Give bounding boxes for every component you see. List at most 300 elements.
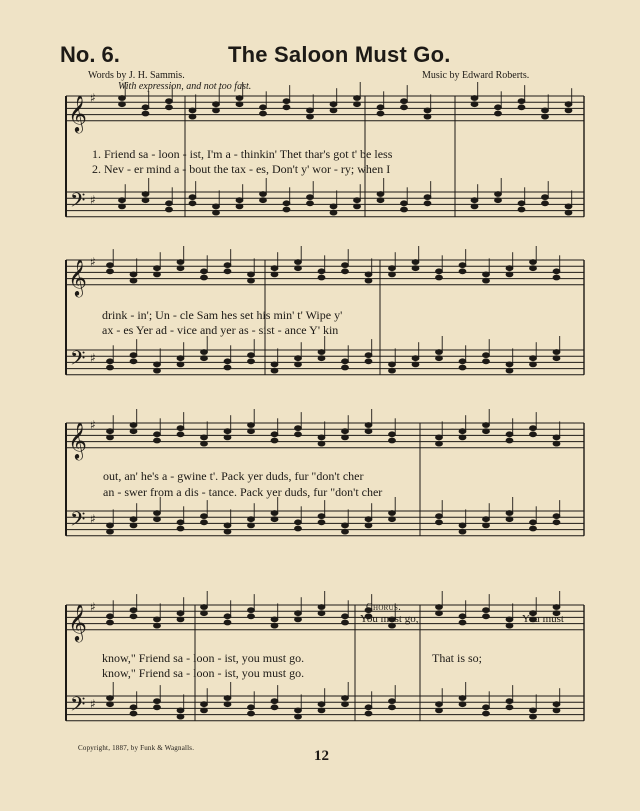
note-head (201, 356, 208, 361)
note-head (401, 207, 408, 212)
note-head (295, 266, 302, 271)
note-head (377, 105, 384, 110)
chorus-cue-you-must: You must (522, 613, 564, 625)
note-head (248, 614, 255, 619)
note-head (483, 423, 490, 428)
note-head (412, 260, 419, 265)
key-signature-sharp: ♯ (90, 697, 96, 711)
note-head (471, 102, 478, 107)
note-head (330, 210, 337, 215)
note-head (224, 263, 231, 268)
note-head (154, 432, 161, 437)
note-head (201, 520, 208, 525)
note-head (201, 275, 208, 280)
note-head (154, 438, 161, 443)
note-head (495, 111, 502, 116)
note-head (459, 529, 466, 534)
note-head (307, 201, 314, 206)
lyric-verse1-line1: 1. Friend sa - loon - ist, I'm a - thinkin' Thet thar's got t' be less (92, 147, 393, 161)
note-head (459, 523, 466, 528)
note-head (177, 714, 184, 719)
note-head (295, 426, 302, 431)
note-head (342, 614, 349, 619)
note-head (177, 260, 184, 265)
note-head (530, 426, 537, 431)
note-head (342, 696, 349, 701)
lyric-chorus-that-is-so: That is so; (432, 651, 482, 665)
note-head (189, 114, 196, 119)
note-head (553, 605, 560, 610)
treble-clef: 𝄞 (68, 602, 87, 641)
note-head (260, 111, 267, 116)
note-head (436, 708, 443, 713)
note-head (530, 714, 537, 719)
music-credit: Music by Edward Roberts. (422, 70, 530, 81)
note-head (365, 359, 372, 364)
note-head (224, 365, 231, 370)
note-head (130, 359, 137, 364)
note-head (248, 429, 255, 434)
note-head (248, 608, 255, 613)
note-head (318, 702, 325, 707)
note-head (271, 617, 278, 622)
note-head (107, 263, 114, 268)
note-head (518, 105, 525, 110)
note-head (530, 260, 537, 265)
note-head (471, 198, 478, 203)
note-head (130, 517, 137, 522)
note-head (154, 266, 161, 271)
note-head (201, 269, 208, 274)
note-head (248, 517, 255, 522)
note-head (213, 210, 220, 215)
note-head (365, 429, 372, 434)
note-head (365, 523, 372, 528)
note-head (107, 529, 114, 534)
note-head (142, 105, 149, 110)
note-head (342, 529, 349, 534)
note-head (553, 441, 560, 446)
note-head (506, 362, 513, 367)
note-head (295, 356, 302, 361)
bass-clef: 𝄢 (70, 346, 86, 375)
note-head (483, 272, 490, 277)
note-head (389, 368, 396, 373)
note-head (271, 368, 278, 373)
note-head (530, 266, 537, 271)
note-head (271, 362, 278, 367)
note-head (459, 429, 466, 434)
note-head (177, 520, 184, 525)
note-head (260, 105, 267, 110)
chorus-cue-you-must-go: You must go, (360, 613, 419, 625)
note-head (130, 614, 137, 619)
note-head (342, 359, 349, 364)
note-head (542, 114, 549, 119)
note-head (483, 278, 490, 283)
note-head (177, 432, 184, 437)
note-head (201, 435, 208, 440)
note-head (107, 696, 114, 701)
note-head (436, 520, 443, 525)
note-head (412, 356, 419, 361)
note-head (365, 705, 372, 710)
note-head (224, 435, 231, 440)
note-head (154, 699, 161, 704)
note-head (213, 108, 220, 113)
note-head (318, 441, 325, 446)
note-head (107, 435, 114, 440)
note-head (318, 520, 325, 525)
note-head (483, 359, 490, 364)
note-head (330, 102, 337, 107)
note-head (436, 350, 443, 355)
note-head (495, 198, 502, 203)
note-head (424, 201, 431, 206)
note-head (342, 702, 349, 707)
note-head (130, 423, 137, 428)
note-head (506, 266, 513, 271)
note-head (436, 441, 443, 446)
note-head (236, 102, 243, 107)
note-head (248, 705, 255, 710)
note-head (389, 272, 396, 277)
note-head (318, 611, 325, 616)
note-head (483, 711, 490, 716)
note-head (342, 269, 349, 274)
note-head (424, 195, 431, 200)
note-head (201, 514, 208, 519)
note-head (307, 114, 314, 119)
note-head (248, 523, 255, 528)
note-head (389, 438, 396, 443)
note-head (542, 108, 549, 113)
lyric-verse2-line1: 2. Nev - er mind a - bout the tax - es, Don't y' wor - ry; when I (92, 162, 391, 176)
note-head (354, 96, 361, 101)
note-head (436, 611, 443, 616)
note-head (248, 278, 255, 283)
note-head (565, 210, 572, 215)
note-head (459, 435, 466, 440)
note-head (107, 523, 114, 528)
note-head (483, 523, 490, 528)
note-head (495, 192, 502, 197)
note-head (283, 207, 290, 212)
key-signature-sharp: ♯ (90, 600, 96, 614)
note-head (412, 266, 419, 271)
note-head (389, 699, 396, 704)
note-head (189, 201, 196, 206)
key-signature-sharp: ♯ (90, 351, 96, 365)
note-head (518, 207, 525, 212)
note-head (553, 350, 560, 355)
lyric-verse2-line3: an - swer from a dis - tance. Pack yer duds, fur "don't cher (103, 485, 383, 499)
note-head (506, 517, 513, 522)
note-head (483, 353, 490, 358)
note-head (224, 696, 231, 701)
note-head (401, 201, 408, 206)
note-head (142, 111, 149, 116)
lyric-verse1-line4: know," Friend sa - loon - ist, you must go. (102, 651, 305, 665)
lyric-verse1-line3: out, an' he's a - gwine t'. Pack yer duds, fur "don't cher (103, 469, 364, 483)
note-head (483, 614, 490, 619)
note-head (177, 362, 184, 367)
note-head (295, 432, 302, 437)
note-head (459, 614, 466, 619)
note-head (213, 204, 220, 209)
note-head (271, 432, 278, 437)
note-head (224, 702, 231, 707)
note-head (530, 708, 537, 713)
note-head (424, 108, 431, 113)
note-head (154, 511, 161, 516)
note-head (295, 520, 302, 525)
note-head (295, 260, 302, 265)
note-head (518, 99, 525, 104)
key-signature-sharp: ♯ (90, 418, 96, 432)
note-head (401, 99, 408, 104)
note-head (236, 204, 243, 209)
note-head (565, 204, 572, 209)
key-signature-sharp: ♯ (90, 255, 96, 269)
note-head (107, 702, 114, 707)
note-head (130, 429, 137, 434)
note-head (471, 96, 478, 101)
note-head (495, 105, 502, 110)
note-head (224, 614, 231, 619)
note-head (553, 275, 560, 280)
note-head (271, 266, 278, 271)
note-head (354, 102, 361, 107)
note-head (342, 523, 349, 528)
note-head (530, 432, 537, 437)
note-head (271, 511, 278, 516)
note-head (142, 192, 149, 197)
note-head (177, 266, 184, 271)
note-head (318, 514, 325, 519)
note-head (389, 511, 396, 516)
note-head (119, 102, 126, 107)
note-head (260, 192, 267, 197)
note-head (166, 105, 173, 110)
note-head (330, 204, 337, 209)
note-head (107, 359, 114, 364)
note-head (459, 365, 466, 370)
note-head (248, 353, 255, 358)
note-head (248, 423, 255, 428)
note-head (201, 611, 208, 616)
note-head (436, 702, 443, 707)
note-head (318, 435, 325, 440)
note-head (354, 204, 361, 209)
note-head (342, 435, 349, 440)
note-head (389, 362, 396, 367)
note-head (471, 204, 478, 209)
note-head (271, 623, 278, 628)
note-head (130, 353, 137, 358)
lyric-verse1-line2: drink - in'; Un - cle Sam hes set his min' t' Wipe y' (102, 308, 343, 322)
note-head (518, 201, 525, 206)
note-head (295, 611, 302, 616)
note-head (483, 705, 490, 710)
note-head (506, 432, 513, 437)
note-head (436, 605, 443, 610)
note-head (342, 620, 349, 625)
note-head (224, 529, 231, 534)
note-head (459, 702, 466, 707)
note-head (271, 272, 278, 277)
note-head (389, 705, 396, 710)
note-head (154, 517, 161, 522)
note-head (389, 517, 396, 522)
note-head (119, 204, 126, 209)
note-head (318, 275, 325, 280)
note-head (553, 435, 560, 440)
note-head (553, 269, 560, 274)
note-head (459, 359, 466, 364)
note-head (107, 269, 114, 274)
note-head (130, 711, 137, 716)
note-head (177, 426, 184, 431)
note-head (506, 272, 513, 277)
copyright-notice: Copyright, 1887, by Funk & Wagnalls. (78, 744, 195, 752)
note-head (248, 359, 255, 364)
treble-clef: 𝄞 (68, 93, 87, 132)
hymn-title: The Saloon Must Go. (228, 42, 451, 67)
note-head (506, 705, 513, 710)
note-head (530, 356, 537, 361)
note-head (154, 362, 161, 367)
note-head (365, 423, 372, 428)
note-head (283, 99, 290, 104)
note-head (459, 263, 466, 268)
note-head (389, 432, 396, 437)
note-head (307, 195, 314, 200)
note-head (201, 605, 208, 610)
note-head (377, 198, 384, 203)
note-head (283, 105, 290, 110)
note-head (436, 269, 443, 274)
note-head (283, 201, 290, 206)
note-head (553, 356, 560, 361)
note-head (130, 523, 137, 528)
note-head (506, 699, 513, 704)
key-signature-sharp: ♯ (90, 91, 96, 105)
note-head (342, 263, 349, 268)
note-head (260, 198, 267, 203)
key-signature-sharp: ♯ (90, 193, 96, 207)
treble-clef: 𝄞 (68, 257, 87, 296)
note-head (271, 705, 278, 710)
tempo-marking: With expression, and not too fast. (118, 81, 252, 92)
note-head (130, 705, 137, 710)
note-head (236, 198, 243, 203)
note-head (436, 275, 443, 280)
note-head (436, 356, 443, 361)
note-head (412, 362, 419, 367)
note-head (177, 611, 184, 616)
note-head (377, 111, 384, 116)
note-head (177, 526, 184, 531)
note-head (295, 617, 302, 622)
note-head (177, 617, 184, 622)
note-head (318, 350, 325, 355)
note-head (530, 520, 537, 525)
note-head (201, 350, 208, 355)
note-head (177, 356, 184, 361)
note-head (224, 523, 231, 528)
note-head (342, 365, 349, 370)
note-head (295, 714, 302, 719)
page-number: 12 (314, 748, 329, 764)
note-head (119, 96, 126, 101)
note-head (553, 520, 560, 525)
bass-clef: 𝄢 (70, 188, 86, 217)
note-head (506, 623, 513, 628)
note-head (436, 514, 443, 519)
note-head (119, 198, 126, 203)
note-head (365, 353, 372, 358)
note-head (107, 620, 114, 625)
note-head (389, 266, 396, 271)
note-head (177, 708, 184, 713)
treble-clef: 𝄞 (68, 420, 87, 459)
note-head (154, 623, 161, 628)
note-head (189, 195, 196, 200)
words-credit: Words by J. H. Sammis. (88, 70, 185, 81)
note-head (565, 102, 572, 107)
note-head (271, 699, 278, 704)
note-head (318, 356, 325, 361)
note-head (236, 96, 243, 101)
note-head (295, 708, 302, 713)
note-head (365, 517, 372, 522)
note-head (248, 272, 255, 277)
lyric-verse2-line4: know," Friend sa - loon - ist, you must go. (102, 666, 305, 680)
note-head (166, 201, 173, 206)
note-head (424, 114, 431, 119)
note-head (506, 438, 513, 443)
note-head (530, 526, 537, 531)
note-head (201, 708, 208, 713)
note-head (365, 278, 372, 283)
note-head (166, 207, 173, 212)
note-head (483, 517, 490, 522)
note-head (318, 708, 325, 713)
key-signature-sharp: ♯ (90, 512, 96, 526)
note-head (107, 365, 114, 370)
bass-clef: 𝄢 (70, 507, 86, 536)
note-head (553, 514, 560, 519)
note-head (330, 108, 337, 113)
note-head (365, 272, 372, 277)
note-head (342, 429, 349, 434)
note-head (506, 617, 513, 622)
note-head (201, 702, 208, 707)
note-head (107, 429, 114, 434)
note-head (436, 435, 443, 440)
note-head (213, 102, 220, 107)
note-head (401, 105, 408, 110)
note-head (142, 198, 149, 203)
note-head (506, 511, 513, 516)
note-head (189, 108, 196, 113)
note-head (365, 711, 372, 716)
note-head (354, 198, 361, 203)
note-head (154, 368, 161, 373)
note-head (224, 429, 231, 434)
note-head (154, 272, 161, 277)
